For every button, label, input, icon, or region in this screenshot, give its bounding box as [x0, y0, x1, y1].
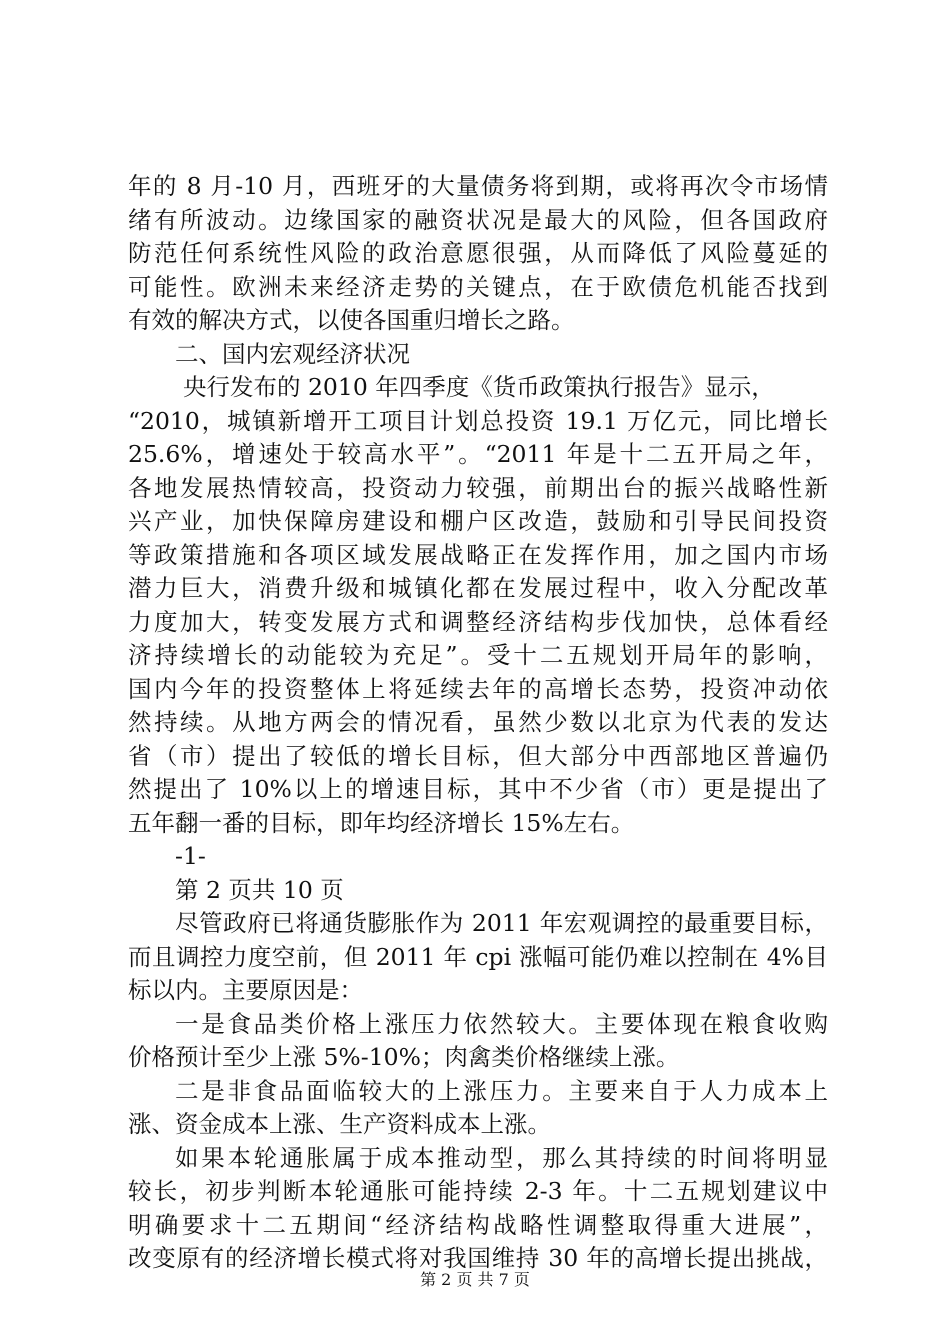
text-line: 然提出了 10%以上的增速目标，其中不少省（市）更是提出了	[128, 775, 828, 803]
text-line: 年的 8 月-10 月，西班牙的大量债务将到期，或将再次令市场情	[128, 172, 828, 200]
text-line: 然持续。从地方两会的情况看，虽然少数以北京为代表的发达	[128, 708, 828, 736]
text-line: 兴产业，加快保障房建设和棚户区改造，鼓励和引导民间投资	[128, 507, 828, 535]
text-line: 一是食品类价格上涨压力依然较大。主要体现在粮食收购	[175, 1009, 828, 1038]
text-line: 省（市）提出了较低的增长目标，但大部分中西部地区普遍仍	[128, 741, 828, 770]
text-line: 可能性。欧洲未来经济走势的关键点，在于欧债危机能否找到	[128, 272, 828, 301]
text-line: 25.6%，增速处于较高水平”。“2011 年是十二五开局之年，	[128, 440, 828, 468]
text-line: 二、国内宏观经济状况	[175, 339, 410, 368]
text-line: 二是非食品面临较大的上涨压力。主要来自于人力成本上	[175, 1076, 828, 1105]
text-line: 各地发展热情较高，投资动力较强，前期出台的振兴战略性新	[128, 473, 828, 502]
text-line: 有效的解决方式，以使各国重归增长之路。	[128, 306, 575, 334]
text-line: -1-	[175, 842, 206, 870]
text-line: 改变原有的经济增长模式将对我国维持 30 年的高增长提出挑战，	[128, 1244, 828, 1272]
text-line: 等政策措施和各项区域发展战略正在发挥作用，加之国内市场	[128, 540, 828, 569]
text-line: 价格预计至少上涨 5%-10%；肉禽类价格继续上涨。	[128, 1043, 680, 1071]
text-line: 尽管政府已将通货膨胀作为 2011 年宏观调控的最重要目标，	[175, 909, 828, 937]
page-footer: 第 2 页 共 7 页	[420, 1270, 530, 1289]
text-line: 央行发布的 2010 年四季度《货币政策执行报告》显示，	[183, 373, 775, 401]
text-line: 济持续增长的动能较为充足”。受十二五规划开局年的影响，	[128, 641, 828, 669]
text-line: 五年翻一番的目标，即年均经济增长 15%左右。	[128, 808, 635, 837]
text-line: 力度加大，转变发展方式和调整经济结构步伐加快，总体看经	[128, 607, 828, 636]
text-line: 较长，初步判断本轮通胀可能持续 2-3 年。十二五规划建议中	[128, 1177, 828, 1205]
text-line: “2010，城镇新增开工项目计划总投资 19.1 万亿元，同比增长	[128, 406, 828, 435]
text-line: 涨、资金成本上涨、生产资料成本上涨。	[128, 1110, 551, 1138]
text-line: 潜力巨大，消费升级和城镇化都在发展过程中，收入分配改革	[128, 574, 828, 602]
text-line: 明确要求十二五期间“经济结构战略性调整取得重大进展”，	[128, 1210, 828, 1239]
text-line: 防范任何系统性风险的政治意愿很强，从而降低了风险蔓延的	[128, 239, 828, 267]
text-line: 而且调控力度空前，但 2011 年 cpi 涨幅可能仍难以控制在 4%目	[128, 942, 828, 971]
text-line: 第 2 页共 10 页	[175, 875, 344, 904]
text-line: 标以内。主要原因是：	[128, 976, 363, 1004]
text-line: 如果本轮通胀属于成本推动型，那么其持续的时间将明显	[175, 1143, 828, 1172]
text-line: 绪有所波动。边缘国家的融资状况是最大的风险，但各国政府	[128, 205, 828, 234]
document-body	[128, 170, 828, 1276]
text-line: 国内今年的投资整体上将延续去年的高增长态势，投资冲动依	[128, 674, 828, 703]
